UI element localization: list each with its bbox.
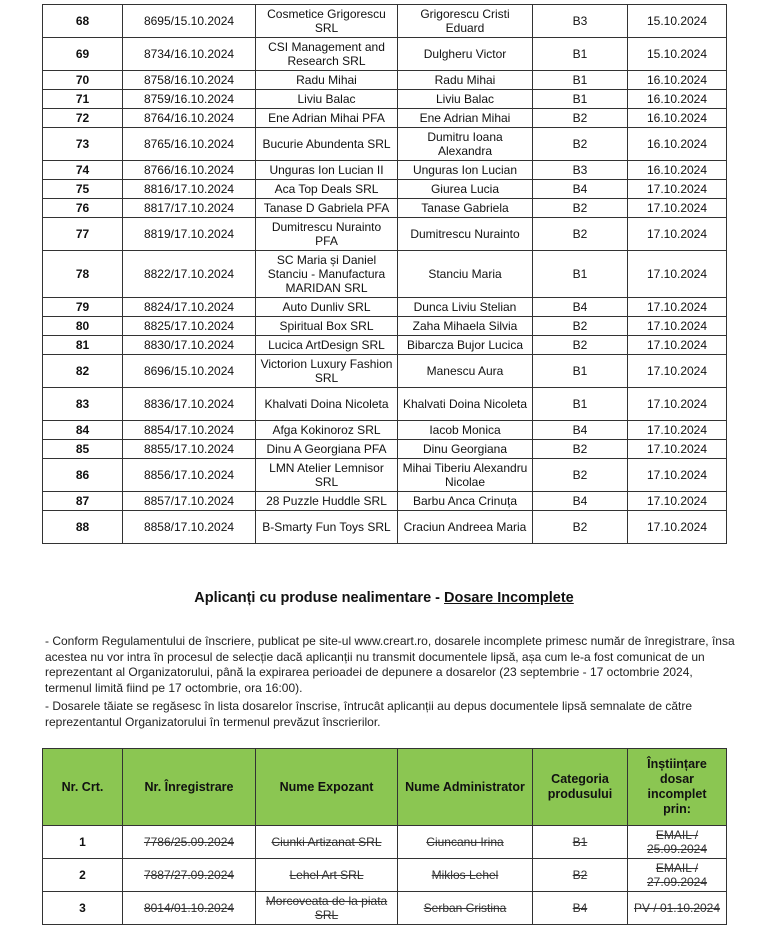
header-registration: Nr. Înregistrare	[123, 749, 256, 826]
cell-nr: 73	[43, 128, 123, 161]
header-exhibitor: Nume Expozant	[256, 749, 398, 826]
table-row	[43, 5, 727, 38]
cell-category: B2	[533, 199, 628, 218]
cell-exhibitor: Tanase D Gabriela PFA	[256, 199, 398, 218]
cell-nr: 70	[43, 71, 123, 90]
cell-administrator: Giurea Lucia	[398, 180, 533, 199]
cell-date: 17.10.2024	[628, 199, 727, 218]
cell-category: B2	[533, 128, 628, 161]
cell-exhibitor: Victorion Luxury Fashion SRL	[256, 355, 398, 388]
cell-category: B2	[533, 511, 628, 544]
cell-category: B4	[533, 492, 628, 511]
cell-administrator: Craciun Andreea Maria	[398, 511, 533, 544]
table-row	[43, 90, 727, 109]
table-row	[43, 71, 727, 90]
registered-applicants-table	[42, 4, 727, 544]
cell-date: 17.10.2024	[628, 218, 727, 251]
cell-administrator: Barbu Anca Crinuța	[398, 492, 533, 511]
table-row	[43, 355, 727, 388]
cell-administrator: Khalvati Doina Nicoleta	[398, 388, 533, 421]
cell-exhibitor: Lucica ArtDesign SRL	[256, 336, 398, 355]
cell-date: 15.10.2024	[628, 38, 727, 71]
cell-nr: 85	[43, 440, 123, 459]
section-title	[0, 590, 768, 606]
cell-administrator: Iacob Monica	[398, 421, 533, 440]
cell-category: B2	[533, 440, 628, 459]
cell-registration: 7786/25.09.2024	[123, 826, 256, 859]
cell-exhibitor: Radu Mihai	[256, 71, 398, 90]
cell-administrator: Tanase Gabriela	[398, 199, 533, 218]
cell-administrator: Grigorescu Cristi Eduard	[398, 5, 533, 38]
table-row	[43, 317, 727, 336]
cell-registration: 8825/17.10.2024	[123, 317, 256, 336]
cell-administrator: Dunca Liviu Stelian	[398, 298, 533, 317]
cell-date: 17.10.2024	[628, 388, 727, 421]
cell-exhibitor: Ciunki Artizanat SRL	[256, 826, 398, 859]
cell-exhibitor: Auto Dunliv SRL	[256, 298, 398, 317]
cell-date: 16.10.2024	[628, 128, 727, 161]
section-title-underlined: Dosare Incomplete	[444, 590, 574, 606]
cell-administrator: Radu Mihai	[398, 71, 533, 90]
table-row	[43, 511, 727, 544]
cell-category: B2	[533, 109, 628, 128]
cell-registration: 8822/17.10.2024	[123, 251, 256, 298]
table-row	[43, 180, 727, 199]
cell-date: 16.10.2024	[628, 109, 727, 128]
cell-date: 16.10.2024	[628, 90, 727, 109]
cell-exhibitor: Morcoveata de la piata SRL	[256, 892, 398, 925]
cell-registration: 8759/16.10.2024	[123, 90, 256, 109]
cell-registration: 8858/17.10.2024	[123, 511, 256, 544]
cell-notice: EMAIL / 25.09.2024	[628, 826, 727, 859]
table-row	[43, 421, 727, 440]
table-row	[43, 128, 727, 161]
cell-category: B4	[533, 180, 628, 199]
cell-date: 17.10.2024	[628, 180, 727, 199]
cell-administrator: Miklos Lehel	[398, 859, 533, 892]
cell-exhibitor: SC Maria și Daniel Stanciu - Manufactura MARIDAN SRL	[256, 251, 398, 298]
table-row	[43, 38, 727, 71]
cell-registration: 8856/17.10.2024	[123, 459, 256, 492]
cell-exhibitor: Cosmetice Grigorescu SRL	[256, 5, 398, 38]
cell-exhibitor: Aca Top Deals SRL	[256, 180, 398, 199]
cell-registration: 8857/17.10.2024	[123, 492, 256, 511]
cell-date: 17.10.2024	[628, 251, 727, 298]
cell-date: 17.10.2024	[628, 317, 727, 336]
cell-registration: 8765/16.10.2024	[123, 128, 256, 161]
cell-date: 17.10.2024	[628, 336, 727, 355]
cell-nr: 88	[43, 511, 123, 544]
cell-nr: 82	[43, 355, 123, 388]
cell-exhibitor: CSI Management and Research SRL	[256, 38, 398, 71]
cell-nr: 72	[43, 109, 123, 128]
cell-administrator: Zaha Mihaela Silvia	[398, 317, 533, 336]
cell-date: 16.10.2024	[628, 71, 727, 90]
registered-applicants-body	[43, 5, 727, 544]
cell-nr: 77	[43, 218, 123, 251]
cell-exhibitor: Lehel Art SRL	[256, 859, 398, 892]
cell-administrator: Dumitrescu Nurainto	[398, 218, 533, 251]
cell-date: 17.10.2024	[628, 459, 727, 492]
cell-administrator: Ene Adrian Mihai	[398, 109, 533, 128]
cell-administrator: Unguras Ion Lucian	[398, 161, 533, 180]
cell-category: B1	[533, 355, 628, 388]
cell-registration: 8696/15.10.2024	[123, 355, 256, 388]
cell-category: B1	[533, 38, 628, 71]
cell-nr: 71	[43, 90, 123, 109]
cell-administrator: Stanciu Maria	[398, 251, 533, 298]
cell-category: B1	[533, 71, 628, 90]
note-incomplete-rules: - Conform Regulamentului de înscriere, publicat pe site-ul www.creart.ro, dosarele incomplete primesc număr de înregistrare, însa acestea nu vor intra în procesul de selecție dacă aplicanții nu transmit documentele lipsă, așa cum le-a fost comunicat de un reprezentant al Organizatorului, până la expirarea perioadei de depunere a dosarelor (23 septembrie - 17 octombrie 2024, termenul limită fiind pe 17 octombrie, ora 16:00).	[45, 634, 735, 695]
cell-registration: 8764/16.10.2024	[123, 109, 256, 128]
cell-nr: 86	[43, 459, 123, 492]
cell-category: B2	[533, 317, 628, 336]
cell-nr: 81	[43, 336, 123, 355]
cell-registration: 8854/17.10.2024	[123, 421, 256, 440]
cell-registration: 7887/27.09.2024	[123, 859, 256, 892]
table-row	[43, 492, 727, 511]
cell-nr: 75	[43, 180, 123, 199]
cell-nr: 78	[43, 251, 123, 298]
cell-registration: 8695/15.10.2024	[123, 5, 256, 38]
cell-category: B4	[533, 298, 628, 317]
cell-category: B4	[533, 421, 628, 440]
table-row	[43, 388, 727, 421]
table-row	[43, 859, 727, 892]
cell-registration: 8014/01.10.2024	[123, 892, 256, 925]
table-header-row	[43, 749, 727, 826]
cell-nr: 83	[43, 388, 123, 421]
cell-nr: 2	[43, 859, 123, 892]
cell-registration: 8824/17.10.2024	[123, 298, 256, 317]
cell-category: B1	[533, 90, 628, 109]
cell-administrator: Liviu Balac	[398, 90, 533, 109]
cell-registration: 8817/17.10.2024	[123, 199, 256, 218]
cell-registration: 8734/16.10.2024	[123, 38, 256, 71]
cell-date: 17.10.2024	[628, 511, 727, 544]
section-title-prefix: Aplicanți cu produse nealimentare -	[194, 590, 445, 606]
cell-nr: 3	[43, 892, 123, 925]
cell-nr: 76	[43, 199, 123, 218]
cell-administrator: Ciuncanu Irina	[398, 826, 533, 859]
cell-exhibitor: B-Smarty Fun Toys SRL	[256, 511, 398, 544]
cell-exhibitor: Khalvati Doina Nicoleta	[256, 388, 398, 421]
cell-category: B3	[533, 5, 628, 38]
table-row	[43, 298, 727, 317]
cell-nr: 84	[43, 421, 123, 440]
cell-category: B2	[533, 218, 628, 251]
header-notice: Înștiințare dosar incomplet prin:	[628, 749, 727, 826]
cell-nr: 69	[43, 38, 123, 71]
cell-registration: 8836/17.10.2024	[123, 388, 256, 421]
cell-category: B4	[533, 892, 628, 925]
table-row	[43, 440, 727, 459]
cell-administrator: Bibarcza Bujor Lucica	[398, 336, 533, 355]
cell-exhibitor: Ene Adrian Mihai PFA	[256, 109, 398, 128]
cell-exhibitor: Dumitrescu Nurainto PFA	[256, 218, 398, 251]
table-row	[43, 336, 727, 355]
cell-date: 17.10.2024	[628, 440, 727, 459]
cell-date: 17.10.2024	[628, 492, 727, 511]
incomplete-files-body	[43, 826, 727, 925]
cell-nr: 79	[43, 298, 123, 317]
cell-nr: 68	[43, 5, 123, 38]
table-row	[43, 109, 727, 128]
cell-date: 15.10.2024	[628, 5, 727, 38]
table-row	[43, 218, 727, 251]
cell-category: B3	[533, 161, 628, 180]
table-row	[43, 459, 727, 492]
cell-exhibitor: 28 Puzzle Huddle SRL	[256, 492, 398, 511]
cell-administrator: Dulgheru Victor	[398, 38, 533, 71]
cell-registration: 8855/17.10.2024	[123, 440, 256, 459]
cell-registration: 8766/16.10.2024	[123, 161, 256, 180]
cell-administrator: Dumitru Ioana Alexandra	[398, 128, 533, 161]
cell-date: 17.10.2024	[628, 421, 727, 440]
cell-administrator: Dinu Georgiana	[398, 440, 533, 459]
cell-exhibitor: Dinu A Georgiana PFA	[256, 440, 398, 459]
table-row	[43, 199, 727, 218]
table-row	[43, 251, 727, 298]
header-category: Categoria produsului	[533, 749, 628, 826]
header-administrator: Nume Administrator	[398, 749, 533, 826]
cell-category: B2	[533, 859, 628, 892]
cell-exhibitor: Liviu Balac	[256, 90, 398, 109]
cell-nr: 80	[43, 317, 123, 336]
cell-nr: 74	[43, 161, 123, 180]
cell-date: 17.10.2024	[628, 298, 727, 317]
cell-registration: 8816/17.10.2024	[123, 180, 256, 199]
section-notes	[45, 634, 735, 733]
cell-date: 17.10.2024	[628, 355, 727, 388]
incomplete-files-table	[42, 748, 727, 925]
cell-exhibitor: Afga Kokinoroz SRL	[256, 421, 398, 440]
cell-exhibitor: Bucurie Abundenta SRL	[256, 128, 398, 161]
cell-exhibitor: LMN Atelier Lemnisor SRL	[256, 459, 398, 492]
cell-administrator: Serban Cristina	[398, 892, 533, 925]
cell-nr: 87	[43, 492, 123, 511]
cell-administrator: Manescu Aura	[398, 355, 533, 388]
cell-registration: 8758/16.10.2024	[123, 71, 256, 90]
cell-exhibitor: Spiritual Box SRL	[256, 317, 398, 336]
cell-notice: PV / 01.10.2024	[628, 892, 727, 925]
cell-category: B2	[533, 459, 628, 492]
cell-notice: EMAIL / 27.09.2024	[628, 859, 727, 892]
header-nr: Nr. Crt.	[43, 749, 123, 826]
cell-nr: 1	[43, 826, 123, 859]
table-row	[43, 161, 727, 180]
cell-category: B2	[533, 336, 628, 355]
cell-category: B1	[533, 826, 628, 859]
cell-date: 16.10.2024	[628, 161, 727, 180]
cell-administrator: Mihai Tiberiu Alexandru Nicolae	[398, 459, 533, 492]
cell-registration: 8819/17.10.2024	[123, 218, 256, 251]
cell-category: B1	[533, 388, 628, 421]
cell-exhibitor: Unguras Ion Lucian II	[256, 161, 398, 180]
cell-category: B1	[533, 251, 628, 298]
note-struck-files: - Dosarele tăiate se regăsesc în lista dosarelor înscrise, întrucât aplicanții au depus documentele lipsă semnalate de către reprezentantul Organizatorului în termenul prevăzut înscrierilor.	[45, 699, 693, 729]
cell-registration: 8830/17.10.2024	[123, 336, 256, 355]
table-row	[43, 826, 727, 859]
